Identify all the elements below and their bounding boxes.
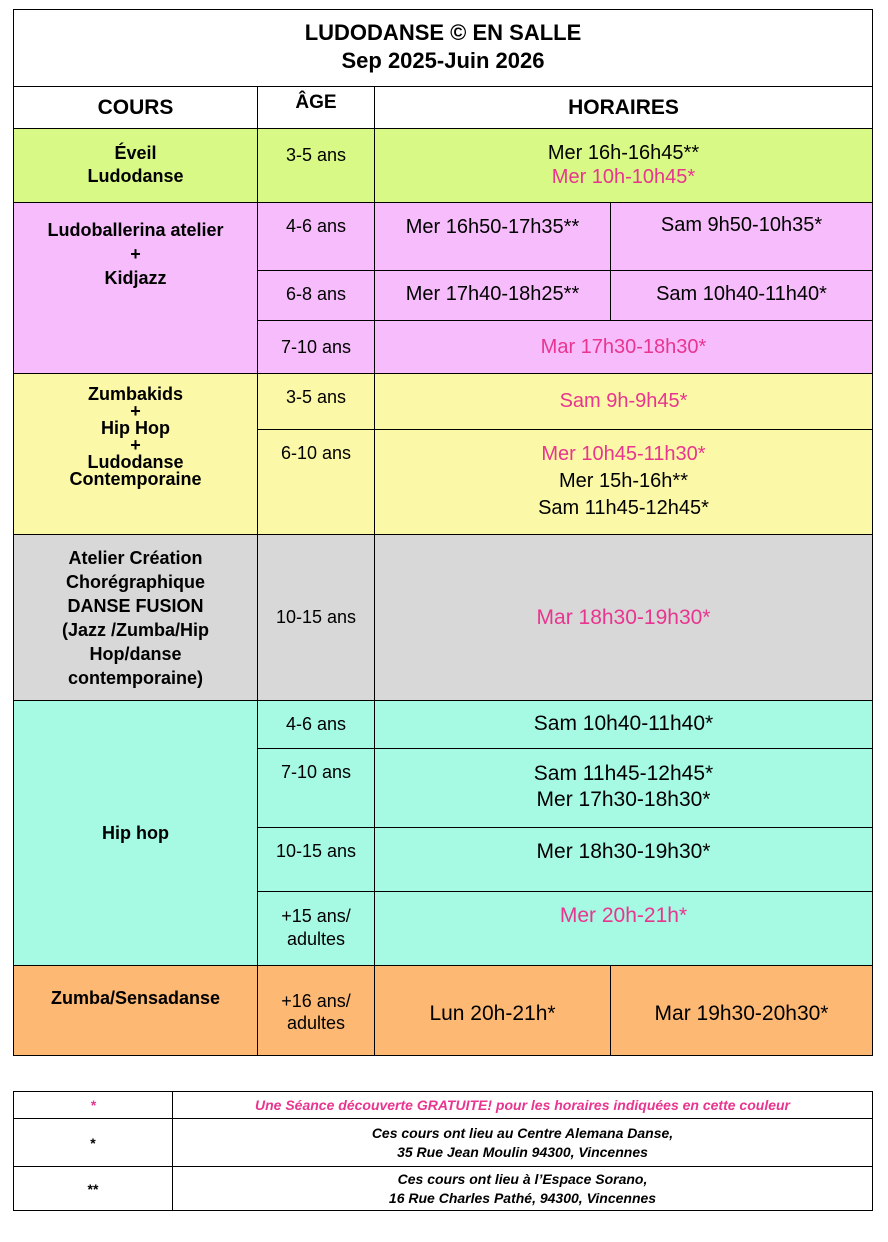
column-header-age: ÂGE (295, 92, 337, 113)
schedule-cell: Sam 10h40-11h40* (533, 712, 714, 735)
divider (257, 429, 873, 430)
divider (257, 270, 873, 271)
legend-symbol: * (90, 1134, 96, 1151)
schedule-cell: Mer 18h30-19h30* (536, 840, 711, 863)
subtitle-text: Sep 2025-Juin 2026 (341, 48, 545, 73)
divider (257, 748, 873, 749)
table-title (14, 14, 872, 80)
divider (13, 128, 873, 129)
column-header-horaires: HORAIRES (568, 95, 679, 119)
course-name-hiphop: Hip hop (102, 822, 169, 843)
schedule-cell: Mar 18h30-19h30* (536, 605, 711, 629)
course-name-zumba: Zumba/Sensadanse (50, 988, 221, 1008)
course-name-ludoballerina: Ludoballerina atelier + Kidjazz (47, 220, 224, 288)
schedule-cell: Sam 10h40-11h40* (656, 283, 827, 305)
age-cell: 4-6 ans (285, 216, 347, 236)
column-header-cours: COURS (97, 95, 174, 119)
age-cell: +15 ans/ adultes (281, 906, 351, 949)
legend-text: Ces cours ont lieu à l’Espace Sorano, 16 Rue Charles Pathé, 94300, Vincennes (388, 1170, 657, 1206)
legend-text: Une Séance découverte GRATUITE! pour les horaires indiquées en cette couleur (255, 1097, 790, 1113)
age-cell: 10-15 ans (275, 607, 357, 627)
divider (257, 827, 873, 828)
schedule-cell: Mer 16h50-17h35** (405, 216, 580, 238)
age-cell: 10-15 ans (275, 841, 357, 861)
schedule-cell: Mar 19h30-20h30* (654, 1002, 829, 1025)
age-cell: 3-5 ans (285, 387, 347, 407)
age-cell: 7-10 ans (280, 336, 352, 357)
course-name-eveil: Éveil Ludodanse (87, 143, 184, 186)
schedule-cell: Sam 9h-9h45* (559, 390, 688, 412)
schedule-cell: Mar 17h30-18h30* (540, 335, 707, 358)
course-name-atelier: Atelier Création Chorégraphique DANSE FUSION (Jazz /Zumba/Hip Hop/danse contemporaine) (61, 547, 209, 688)
schedule-cell: Mer 16h-16h45** Mer 10h-10h45* (547, 142, 700, 188)
schedule-cell: Mer 20h-21h* (559, 904, 688, 927)
course-name-zumbakids: Zumbakids + Hip Hop + Ludodanse Contemporaine (69, 384, 202, 489)
age-cell: 6-8 ans (285, 284, 347, 304)
schedule-cell: Sam 11h45-12h45* Mer 17h30-18h30* (533, 762, 714, 811)
divider (13, 202, 873, 203)
legend-symbol: * (90, 1097, 96, 1113)
title-text: LUDODANSE © EN SALLE (304, 20, 582, 45)
age-cell: 7-10 ans (280, 762, 352, 782)
legend-text: Ces cours ont lieu au Centre Alemana Danse, 35 Rue Jean Moulin 94300, Vincennes (371, 1124, 674, 1160)
divider (13, 965, 873, 966)
age-cell: 4-6 ans (285, 714, 347, 734)
schedule-cell: Mer 10h45-11h30* Mer 15h-16h** Sam 11h45-12h45* (538, 443, 709, 519)
divider (257, 891, 873, 892)
legend-symbol: ** (87, 1180, 99, 1197)
age-cell: 3-5 ans (285, 145, 347, 165)
divider (13, 373, 873, 374)
age-cell: 6-10 ans (280, 443, 352, 463)
age-cell: +16 ans/ adultes (281, 991, 351, 1033)
schedule-cell: Mer 17h40-18h25** (405, 283, 580, 305)
schedule-cell: Lun 20h-21h* (429, 1002, 556, 1025)
schedule-cell: Sam 9h50-10h35* (660, 214, 823, 236)
